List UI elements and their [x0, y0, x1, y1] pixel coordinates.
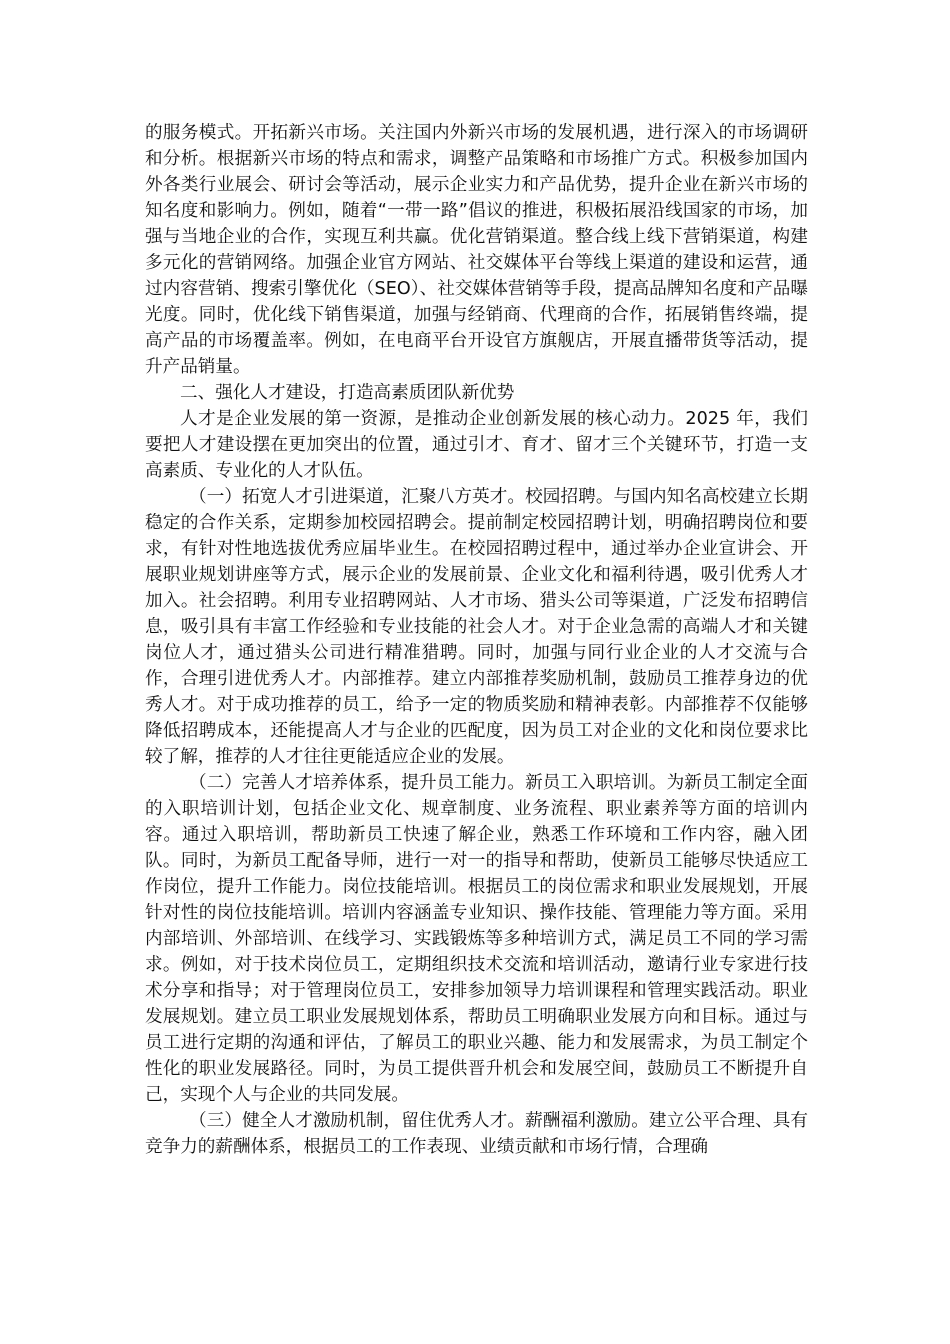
paragraph-talent-training: （二）完善人才培养体系，提升员工能力。新员工入职培训。为新员工制定全面的入职培训计划，包括企业文化、规章制度、业务流程、职业素养等方面的培训内容。通过入职培训，帮助新员工快速了解企业，熟悉工作环境和工作内容，融入团队。同时，为新员工配备导师，进行一对一的指导和帮助，使新员工能够尽快适应工作岗位，提升工作能力。岗位技能培训。根据员工的岗位需求和职业发展规划，开展针对性的岗位技能培训。培训内容涵盖专业知识、操作技能、管理能力等方面。采用内部培训、外部培训、在线学习、实践锻炼等多种培训方式，满足员工不同的学习需求。例如，对于技术岗位员工，定期组织技术交流和培训活动，邀请行业专家进行技术分享和指导；对于管理岗位员工，安排参加领导力培训课程和管理实践活动。职业发展规划。建立员工职业发展规划体系，帮助员工明确职业发展方向和目标。通过与员工进行定期的沟通和评估，了解员工的职业兴趣、能力和发展需求，为员工制定个性化的职业发展路径。同时，为员工提供晋升机会和发展空间，鼓励员工不断提升自己，实现个人与企业的共同发展。 [145, 773, 808, 1105]
paragraph-talent-incentive: （三）健全人才激励机制，留住优秀人才。薪酬福利激励。建立公平合理、具有竞争力的薪酬体系，根据员工的工作表现、业绩贡献和市场行情，合理确 [145, 1111, 808, 1157]
document-page [145, 120, 808, 1160]
paragraph-talent-intro: 人才是企业发展的第一资源，是推动企业创新发展的核心动力。2025 年，我们要把人才建设摆在更加突出的位置，通过引才、育才、留才三个关键环节，打造一支高素质、专业化的人才队伍。 [145, 409, 808, 481]
paragraph-talent-recruitment: （一）拓宽人才引进渠道，汇聚八方英才。校园招聘。与国内知名高校建立长期稳定的合作关系，定期参加校园招聘会。提前制定校园招聘计划，明确招聘岗位和要求，有针对性地选拔优秀应届毕业生。在校园招聘过程中，通过举办企业宣讲会、开展职业规划讲座等方式，展示企业的发展前景、企业文化和福利待遇，吸引优秀人才加入。社会招聘。利用专业招聘网站、人才市场、猎头公司等渠道，广泛发布招聘信息，吸引具有丰富工作经验和专业技能的社会人才。对于企业急需的高端人才和关键岗位人才，通过猎头公司进行精准猎聘。同时，加强与同行业企业的人才交流与合作，合理引进优秀人才。内部推荐。建立内部推荐奖励机制，鼓励员工推荐身边的优秀人才。对于成功推荐的员工，给予一定的物质奖励和精神表彰。内部推荐不仅能够降低招聘成本，还能提高人才与企业的匹配度，因为员工对企业的文化和岗位要求比较了解，推荐的人才往往更能适应企业的发展。 [145, 487, 808, 767]
paragraph-market-expansion: 的服务模式。开拓新兴市场。关注国内外新兴市场的发展机遇，进行深入的市场调研和分析。根据新兴市场的特点和需求，调整产品策略和市场推广方式。积极参加国内外各类行业展会、研讨会等活动，展示企业实力和产品优势，提升企业在新兴市场的知名度和影响力。例如，随着“一带一路”倡议的推进，积极拓展沿线国家的市场，加强与当地企业的合作，实现互利共赢。优化营销渠道。整合线上线下营销渠道，构建多元化的营销网络。加强企业官方网站、社交媒体平台等线上渠道的建设和运营，通过内容营销、搜索引擎优化（SEO）、社交媒体营销等手段，提高品牌知名度和产品曝光度。同时，优化线下销售渠道，加强与经销商、代理商的合作，拓展销售终端，提高产品的市场覆盖率。例如，在电商平台开设官方旗舰店，开展直播带货等活动，提升产品销量。 [145, 123, 808, 377]
section-heading-talent: 二、强化人才建设，打造高素质团队新优势 [180, 383, 515, 403]
